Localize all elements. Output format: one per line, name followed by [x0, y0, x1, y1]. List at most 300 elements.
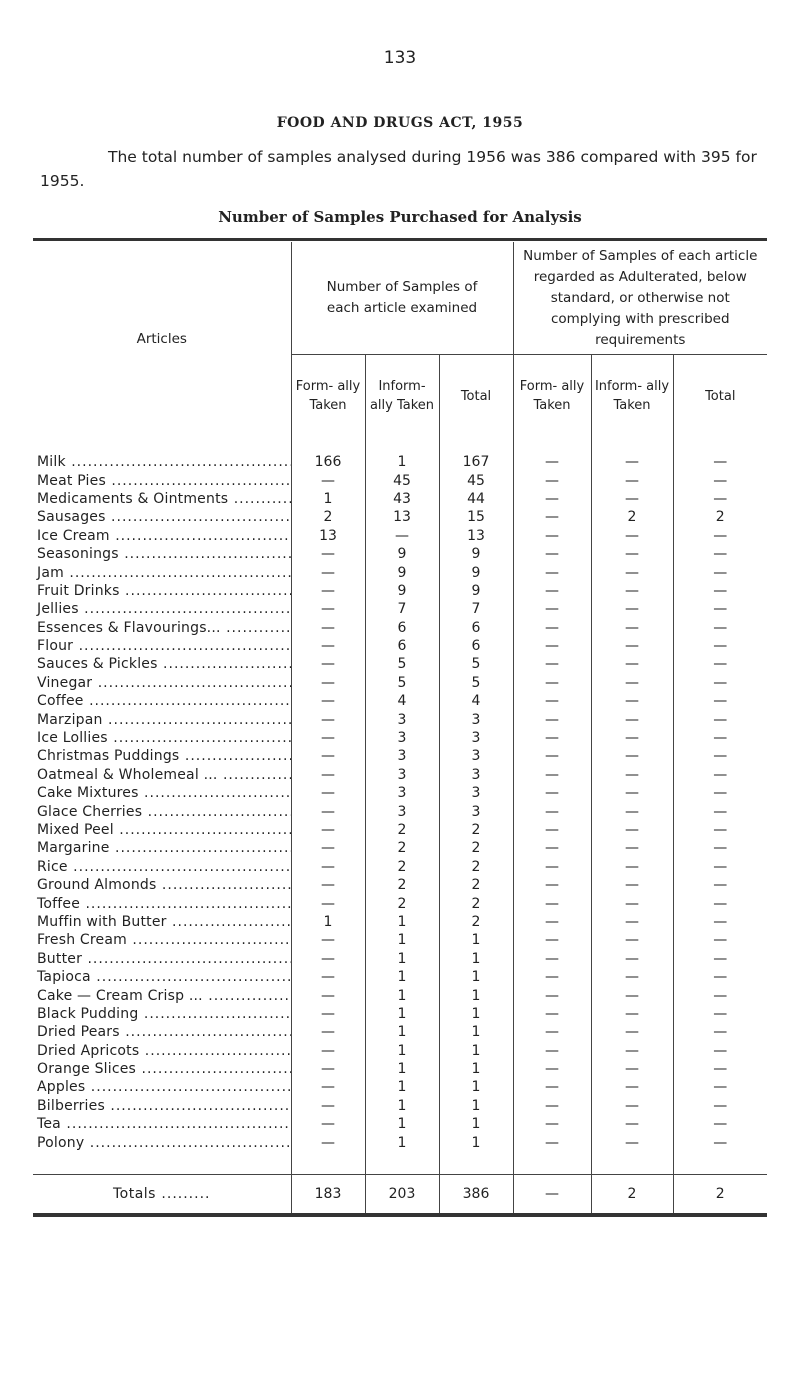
cell-adulterated-informally: — [591, 729, 673, 747]
cell-adulterated-total: — [673, 490, 767, 508]
cell-examined-informally: 43 [365, 490, 439, 508]
cell-adulterated-formally: — [513, 1078, 591, 1096]
cell-examined-total: 9 [439, 582, 513, 600]
cell-examined-informally: 3 [365, 802, 439, 820]
cell-examined-total: 2 [439, 894, 513, 912]
cell-adulterated-formally: — [513, 784, 591, 802]
table-row [33, 729, 767, 747]
cell-adulterated-informally: — [591, 490, 673, 508]
cell-article: Toffee ..... [33, 894, 291, 912]
cell-article: Christmas Puddings ..... [33, 747, 291, 765]
cell-adulterated-formally: — [513, 802, 591, 820]
cell-adulterated-total: — [673, 637, 767, 655]
table-row [33, 950, 767, 968]
table-row [33, 453, 767, 471]
cell-article: Dried Apricots ..... [33, 1042, 291, 1060]
cell-adulterated-total: — [673, 453, 767, 471]
cell-examined-total: 4 [439, 692, 513, 710]
header-examined-informally: Inform- ally Taken [365, 355, 439, 438]
table-row [33, 986, 767, 1004]
cell-adulterated-informally: — [591, 839, 673, 857]
cell-adulterated-total: — [673, 802, 767, 820]
cell-adulterated-informally: 2 [591, 508, 673, 526]
cell-article: Medicaments & Ointments ..... [33, 490, 291, 508]
cell-adulterated-informally: — [591, 950, 673, 968]
cell-article: Rice ..... [33, 858, 291, 876]
cell-examined-informally: 2 [365, 839, 439, 857]
cell-examined-formally: — [291, 619, 365, 637]
cell-adulterated-total: — [673, 986, 767, 1004]
cell-article: Jellies ..... [33, 600, 291, 618]
cell-article: Fruit Drinks ..... [33, 582, 291, 600]
table-row [33, 582, 767, 600]
totals-adulterated-formally: — [513, 1174, 591, 1213]
cell-adulterated-informally: — [591, 931, 673, 949]
cell-examined-informally: — [365, 527, 439, 545]
cell-adulterated-total: — [673, 619, 767, 637]
cell-adulterated-informally: — [591, 453, 673, 471]
cell-adulterated-formally: — [513, 637, 591, 655]
cell-adulterated-formally: — [513, 1097, 591, 1115]
cell-adulterated-formally: — [513, 545, 591, 563]
cell-adulterated-total: — [673, 1133, 767, 1151]
cell-adulterated-formally: — [513, 490, 591, 508]
header-examined-formally: Form- ally Taken [291, 355, 365, 438]
cell-adulterated-total: — [673, 913, 767, 931]
cell-adulterated-informally: — [591, 710, 673, 728]
cell-examined-total: 3 [439, 766, 513, 784]
cell-examined-formally: — [291, 729, 365, 747]
cell-adulterated-total: — [673, 471, 767, 489]
cell-examined-total: 1 [439, 1023, 513, 1041]
cell-adulterated-informally: — [591, 582, 673, 600]
cell-examined-informally: 1 [365, 1078, 439, 1096]
cell-examined-total: 1 [439, 1078, 513, 1096]
cell-examined-informally: 1 [365, 968, 439, 986]
cell-adulterated-total: — [673, 563, 767, 581]
table-row [33, 766, 767, 784]
cell-examined-formally: — [291, 858, 365, 876]
cell-adulterated-formally: — [513, 821, 591, 839]
cell-examined-formally: — [291, 1005, 365, 1023]
cell-examined-formally: — [291, 821, 365, 839]
samples-table [33, 242, 767, 1213]
cell-examined-informally: 6 [365, 619, 439, 637]
cell-examined-informally: 1 [365, 931, 439, 949]
cell-adulterated-total: — [673, 674, 767, 692]
table-row [33, 1023, 767, 1041]
cell-examined-formally: — [291, 655, 365, 673]
cell-adulterated-formally: — [513, 582, 591, 600]
cell-examined-formally: — [291, 802, 365, 820]
table-row [33, 913, 767, 931]
header-adulterated: Number of Samples of each article regarded as Adulterated, below standard, or otherwise not complying with prescribed requirements [513, 242, 767, 355]
cell-article: Sausages ..... [33, 508, 291, 526]
cell-adulterated-informally: — [591, 747, 673, 765]
cell-article: Black Pudding ..... [33, 1005, 291, 1023]
cell-adulterated-total: — [673, 1097, 767, 1115]
intro-paragraph: The total number of samples analysed during 1956 was 386 compared with 395 for 1955. [40, 148, 757, 190]
cell-examined-informally: 9 [365, 582, 439, 600]
cell-article: Seasonings ..... [33, 545, 291, 563]
cell-article: Orange Slices ..... [33, 1060, 291, 1078]
cell-adulterated-informally: — [591, 600, 673, 618]
table-row [33, 784, 767, 802]
table-row [33, 1060, 767, 1078]
cell-adulterated-informally: — [591, 858, 673, 876]
cell-article: Bilberries ..... [33, 1097, 291, 1115]
cell-examined-formally: 13 [291, 527, 365, 545]
cell-examined-formally: — [291, 637, 365, 655]
cell-adulterated-informally: — [591, 527, 673, 545]
cell-examined-informally: 1 [365, 453, 439, 471]
cell-examined-formally: — [291, 894, 365, 912]
cell-examined-formally: 1 [291, 490, 365, 508]
cell-article: Tapioca ..... [33, 968, 291, 986]
cell-adulterated-informally: — [591, 1060, 673, 1078]
cell-examined-informally: 1 [365, 1115, 439, 1133]
table-row [33, 692, 767, 710]
header-adulterated-formally: Form- ally Taken [513, 355, 591, 438]
cell-adulterated-informally: — [591, 766, 673, 784]
samples-table-container [33, 238, 767, 1278]
act-title: FOOD AND DRUGS ACT, 1955 [276, 115, 524, 131]
table-row [33, 527, 767, 545]
cell-adulterated-total: — [673, 839, 767, 857]
cell-article: Ground Almonds ..... [33, 876, 291, 894]
cell-examined-informally: 9 [365, 545, 439, 563]
cell-adulterated-informally: — [591, 1133, 673, 1151]
cell-adulterated-informally: — [591, 986, 673, 1004]
table-row [33, 655, 767, 673]
table-row [33, 1005, 767, 1023]
cell-examined-formally: — [291, 1078, 365, 1096]
table-row [33, 821, 767, 839]
header-adulterated-informally: Inform- ally Taken [591, 355, 673, 438]
cell-adulterated-informally: — [591, 674, 673, 692]
cell-examined-informally: 1 [365, 986, 439, 1004]
cell-adulterated-informally: — [591, 913, 673, 931]
cell-examined-informally: 2 [365, 821, 439, 839]
cell-examined-formally: 1 [291, 913, 365, 931]
totals-row [33, 1174, 767, 1213]
cell-examined-total: 15 [439, 508, 513, 526]
cell-examined-formally: — [291, 692, 365, 710]
header-examined: Number of Samples of each article examined [291, 242, 513, 355]
table-row [33, 563, 767, 581]
cell-examined-informally: 6 [365, 637, 439, 655]
cell-adulterated-total: — [673, 729, 767, 747]
spacer-row [33, 1152, 767, 1175]
cell-examined-informally: 2 [365, 894, 439, 912]
cell-examined-informally: 3 [365, 766, 439, 784]
cell-adulterated-formally: — [513, 913, 591, 931]
table-row [33, 1097, 767, 1115]
table-row [33, 674, 767, 692]
cell-adulterated-total: 2 [673, 508, 767, 526]
cell-examined-total: 3 [439, 729, 513, 747]
cell-examined-total: 3 [439, 710, 513, 728]
cell-examined-formally: — [291, 766, 365, 784]
cell-adulterated-total: — [673, 545, 767, 563]
cell-examined-total: 1 [439, 1042, 513, 1060]
cell-article: Coffee ..... [33, 692, 291, 710]
cell-article: Butter ..... [33, 950, 291, 968]
cell-adulterated-total: — [673, 582, 767, 600]
cell-examined-total: 2 [439, 821, 513, 839]
cell-examined-total: 1 [439, 1097, 513, 1115]
cell-adulterated-total: — [673, 968, 767, 986]
header-articles: Articles [136, 331, 187, 347]
cell-adulterated-total: — [673, 876, 767, 894]
cell-adulterated-total: — [673, 747, 767, 765]
cell-adulterated-formally: — [513, 986, 591, 1004]
cell-adulterated-formally: — [513, 1060, 591, 1078]
totals-examined-informally: 203 [365, 1174, 439, 1213]
cell-adulterated-total: — [673, 655, 767, 673]
cell-examined-formally: — [291, 747, 365, 765]
cell-adulterated-formally: — [513, 1023, 591, 1041]
cell-adulterated-formally: — [513, 931, 591, 949]
cell-adulterated-informally: — [591, 894, 673, 912]
cell-adulterated-formally: — [513, 839, 591, 857]
cell-examined-total: 1 [439, 1115, 513, 1133]
cell-article: Cake — Cream Crisp ... ..... [33, 986, 291, 1004]
cell-adulterated-total: — [673, 821, 767, 839]
cell-examined-informally: 1 [365, 1023, 439, 1041]
cell-examined-formally: — [291, 1115, 365, 1133]
cell-examined-informally: 9 [365, 563, 439, 581]
top-rule [33, 238, 767, 241]
cell-examined-informally: 1 [365, 913, 439, 931]
cell-examined-formally: — [291, 582, 365, 600]
cell-examined-total: 2 [439, 839, 513, 857]
cell-adulterated-informally: — [591, 876, 673, 894]
cell-examined-informally: 5 [365, 655, 439, 673]
cell-examined-total: 9 [439, 563, 513, 581]
cell-examined-informally: 1 [365, 1005, 439, 1023]
cell-examined-formally: — [291, 563, 365, 581]
table-row [33, 1042, 767, 1060]
cell-examined-informally: 1 [365, 1097, 439, 1115]
table-row [33, 637, 767, 655]
cell-adulterated-informally: — [591, 821, 673, 839]
cell-adulterated-total: — [673, 710, 767, 728]
cell-adulterated-informally: — [591, 1097, 673, 1115]
cell-examined-formally: — [291, 839, 365, 857]
totals-adulterated-informally: 2 [591, 1174, 673, 1213]
cell-examined-informally: 3 [365, 784, 439, 802]
cell-adulterated-formally: — [513, 747, 591, 765]
cell-adulterated-formally: — [513, 968, 591, 986]
cell-adulterated-formally: — [513, 508, 591, 526]
table-row [33, 600, 767, 618]
cell-examined-informally: 1 [365, 1060, 439, 1078]
cell-examined-informally: 3 [365, 710, 439, 728]
cell-adulterated-informally: — [591, 1023, 673, 1041]
cell-examined-formally: — [291, 1133, 365, 1151]
cell-examined-total: 5 [439, 655, 513, 673]
cell-examined-informally: 5 [365, 674, 439, 692]
cell-adulterated-total: — [673, 1078, 767, 1096]
cell-examined-informally: 1 [365, 950, 439, 968]
cell-adulterated-formally: — [513, 453, 591, 471]
cell-adulterated-total: — [673, 894, 767, 912]
cell-adulterated-formally: — [513, 766, 591, 784]
cell-article: Oatmeal & Wholemeal ... ..... [33, 766, 291, 784]
cell-adulterated-formally: — [513, 950, 591, 968]
cell-examined-formally: — [291, 986, 365, 1004]
table-row [33, 545, 767, 563]
cell-examined-total: 1 [439, 1005, 513, 1023]
cell-examined-total: 2 [439, 913, 513, 931]
cell-examined-total: 1 [439, 950, 513, 968]
cell-adulterated-informally: — [591, 1115, 673, 1133]
cell-article: Jam ..... [33, 563, 291, 581]
table-row [33, 894, 767, 912]
table-body [33, 437, 767, 1152]
cell-adulterated-total: — [673, 784, 767, 802]
cell-examined-formally: — [291, 545, 365, 563]
cell-article: Muffin with Butter ..... [33, 913, 291, 931]
cell-examined-formally: — [291, 950, 365, 968]
cell-examined-informally: 4 [365, 692, 439, 710]
cell-adulterated-informally: — [591, 471, 673, 489]
cell-adulterated-formally: — [513, 729, 591, 747]
totals-examined-total: 386 [439, 1174, 513, 1213]
cell-adulterated-total: — [673, 858, 767, 876]
cell-adulterated-informally: — [591, 968, 673, 986]
bottom-rule [33, 1213, 767, 1217]
cell-adulterated-formally: — [513, 894, 591, 912]
cell-article: Ice Lollies ..... [33, 729, 291, 747]
cell-adulterated-formally: — [513, 692, 591, 710]
cell-article: Mixed Peel ..... [33, 821, 291, 839]
cell-adulterated-informally: — [591, 692, 673, 710]
cell-examined-formally: — [291, 1097, 365, 1115]
cell-adulterated-informally: — [591, 655, 673, 673]
cell-article: Glace Cherries ..... [33, 802, 291, 820]
cell-examined-formally: — [291, 784, 365, 802]
table-row [33, 508, 767, 526]
cell-article: Vinegar ..... [33, 674, 291, 692]
cell-adulterated-formally: — [513, 600, 591, 618]
cell-article: Polony ..... [33, 1133, 291, 1151]
cell-adulterated-total: — [673, 950, 767, 968]
cell-adulterated-formally: — [513, 655, 591, 673]
cell-adulterated-informally: — [591, 563, 673, 581]
table-row [33, 858, 767, 876]
cell-article: Ice Cream ..... [33, 527, 291, 545]
cell-adulterated-informally: — [591, 1005, 673, 1023]
cell-examined-formally: — [291, 1023, 365, 1041]
table-row [33, 471, 767, 489]
cell-examined-informally: 1 [365, 1042, 439, 1060]
cell-examined-informally: 2 [365, 876, 439, 894]
cell-adulterated-total: — [673, 766, 767, 784]
cell-adulterated-total: — [673, 600, 767, 618]
cell-examined-total: 5 [439, 674, 513, 692]
table-row [33, 619, 767, 637]
cell-examined-formally: — [291, 710, 365, 728]
cell-adulterated-formally: — [513, 710, 591, 728]
cell-adulterated-informally: — [591, 637, 673, 655]
totals-adulterated-total: 2 [673, 1174, 767, 1213]
cell-examined-informally: 7 [365, 600, 439, 618]
cell-examined-formally: — [291, 931, 365, 949]
table-row [33, 839, 767, 857]
cell-examined-total: 7 [439, 600, 513, 618]
cell-adulterated-informally: — [591, 802, 673, 820]
cell-article: Essences & Flavourings... ..... [33, 619, 291, 637]
cell-adulterated-formally: — [513, 471, 591, 489]
cell-examined-informally: 2 [365, 858, 439, 876]
cell-article: Tea ..... [33, 1115, 291, 1133]
cell-adulterated-total: — [673, 931, 767, 949]
cell-adulterated-total: — [673, 1060, 767, 1078]
cell-examined-total: 6 [439, 637, 513, 655]
table-row [33, 802, 767, 820]
table-row [33, 876, 767, 894]
table-row [33, 931, 767, 949]
cell-adulterated-formally: — [513, 619, 591, 637]
cell-examined-formally: — [291, 471, 365, 489]
cell-examined-informally: 13 [365, 508, 439, 526]
cell-examined-total: 1 [439, 931, 513, 949]
cell-article: Marzipan ..... [33, 710, 291, 728]
cell-adulterated-formally: — [513, 1042, 591, 1060]
cell-adulterated-total: — [673, 1023, 767, 1041]
cell-adulterated-total: — [673, 1115, 767, 1133]
cell-examined-total: 13 [439, 527, 513, 545]
cell-adulterated-total: — [673, 1005, 767, 1023]
cell-examined-informally: 1 [365, 1133, 439, 1151]
cell-adulterated-informally: — [591, 1042, 673, 1060]
cell-examined-informally: 3 [365, 747, 439, 765]
cell-examined-total: 6 [439, 619, 513, 637]
cell-examined-informally: 45 [365, 471, 439, 489]
cell-examined-total: 1 [439, 986, 513, 1004]
totals-label: Totals ..... [33, 1174, 291, 1213]
cell-examined-formally: — [291, 1060, 365, 1078]
cell-article: Fresh Cream ..... [33, 931, 291, 949]
cell-adulterated-total: — [673, 527, 767, 545]
cell-adulterated-formally: — [513, 1133, 591, 1151]
cell-examined-total: 3 [439, 802, 513, 820]
cell-examined-total: 1 [439, 968, 513, 986]
page-number: 133 [383, 48, 417, 68]
cell-examined-total: 2 [439, 876, 513, 894]
table-row [33, 1133, 767, 1151]
cell-article: Meat Pies ..... [33, 471, 291, 489]
cell-examined-total: 44 [439, 490, 513, 508]
cell-article: Sauces & Pickles ..... [33, 655, 291, 673]
cell-adulterated-formally: — [513, 876, 591, 894]
cell-article: Apples ..... [33, 1078, 291, 1096]
header-examined-total: Total [439, 355, 513, 438]
cell-examined-formally: — [291, 968, 365, 986]
cell-examined-formally: 166 [291, 453, 365, 471]
cell-examined-formally: — [291, 1042, 365, 1060]
table-row [33, 1115, 767, 1133]
cell-adulterated-total: — [673, 1042, 767, 1060]
totals-examined-formally: 183 [291, 1174, 365, 1213]
table-row [33, 490, 767, 508]
cell-examined-total: 2 [439, 858, 513, 876]
cell-examined-informally: 3 [365, 729, 439, 747]
cell-adulterated-informally: — [591, 784, 673, 802]
cell-examined-total: 9 [439, 545, 513, 563]
